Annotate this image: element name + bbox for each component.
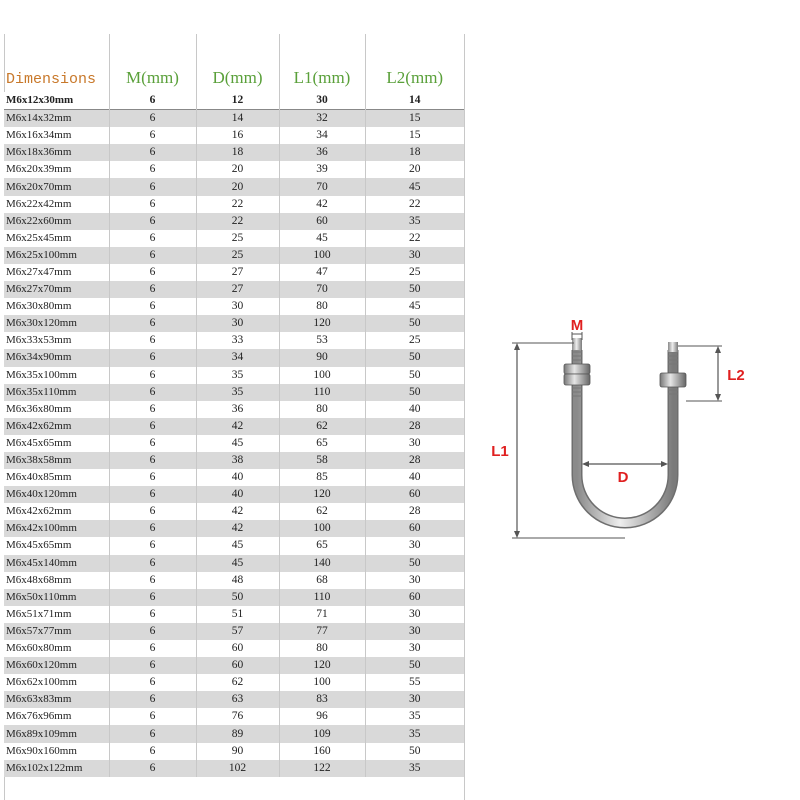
table-row xyxy=(4,657,464,674)
cell-m: 6 xyxy=(109,674,196,691)
cell-dimensions: M6x20x70mm xyxy=(4,178,109,195)
cell-d: 22 xyxy=(196,196,279,213)
cell-dimensions: M6x50x110mm xyxy=(4,589,109,606)
table-row xyxy=(4,247,464,264)
cell-dimensions: M6x89x109mm xyxy=(4,725,109,742)
cell-l2: 30 xyxy=(365,435,464,452)
cell-dimensions: M6x22x60mm xyxy=(4,213,109,230)
cell-l2: 50 xyxy=(365,349,464,366)
cell-l2: 60 xyxy=(365,486,464,503)
cell-m: 6 xyxy=(109,725,196,742)
cell-dimensions: M6x30x80mm xyxy=(4,298,109,315)
header-dimensions: Dimensions xyxy=(6,71,97,88)
table-row xyxy=(4,537,464,554)
cell-m: 6 xyxy=(109,657,196,674)
l2-dimension xyxy=(678,346,745,401)
d-dimension xyxy=(582,461,668,486)
cell-l2: 22 xyxy=(365,196,464,213)
cell-m: 6 xyxy=(109,760,196,777)
cell-dimensions: M6x35x110mm xyxy=(4,384,109,401)
cell-dimensions: M6x42x62mm xyxy=(4,503,109,520)
cell-l2: 60 xyxy=(365,520,464,537)
table-row xyxy=(4,196,464,213)
cell-dimensions: M6x63x83mm xyxy=(4,691,109,708)
cell-m: 6 xyxy=(109,418,196,435)
l1-dimension xyxy=(491,343,625,538)
cell-dimensions: M6x45x65mm xyxy=(4,537,109,554)
cell-dimensions: M6x12x30mm xyxy=(4,92,109,110)
header-l2: L2(mm) xyxy=(365,34,464,92)
cell-dimensions: M6x25x100mm xyxy=(4,247,109,264)
cell-l1: 80 xyxy=(279,401,365,418)
table-row xyxy=(4,213,464,230)
cell-l2: 40 xyxy=(365,401,464,418)
cell-m: 6 xyxy=(109,520,196,537)
cell-l1: 62 xyxy=(279,418,365,435)
cell-dimensions: M6x40x85mm xyxy=(4,469,109,486)
table-row xyxy=(4,572,464,589)
cell-l1: 120 xyxy=(279,315,365,332)
cell-d: 38 xyxy=(196,452,279,469)
cell-d: 40 xyxy=(196,486,279,503)
cell-l1: 110 xyxy=(279,589,365,606)
cell-dimensions: M6x51x71mm xyxy=(4,606,109,623)
table-row xyxy=(4,384,464,401)
cell-l2: 30 xyxy=(365,572,464,589)
cell-dimensions: M6x36x80mm xyxy=(4,401,109,418)
cell-l2: 15 xyxy=(365,127,464,144)
cell-l1: 110 xyxy=(279,384,365,401)
cell-m: 6 xyxy=(109,298,196,315)
cell-l1: 70 xyxy=(279,178,365,195)
cell-dimensions: M6x18x36mm xyxy=(4,144,109,161)
table-row xyxy=(4,589,464,606)
cell-d: 60 xyxy=(196,640,279,657)
cell-l1: 71 xyxy=(279,606,365,623)
cell-dimensions: M6x34x90mm xyxy=(4,349,109,366)
cell-l2: 60 xyxy=(365,589,464,606)
cell-m: 6 xyxy=(109,708,196,725)
cell-d: 42 xyxy=(196,418,279,435)
cell-l2: 30 xyxy=(365,691,464,708)
table-row xyxy=(4,452,464,469)
cell-dimensions: M6x25x45mm xyxy=(4,230,109,247)
cell-d: 35 xyxy=(196,384,279,401)
cell-l1: 100 xyxy=(279,247,365,264)
cell-m: 6 xyxy=(109,537,196,554)
cell-l1: 32 xyxy=(279,110,365,128)
cell-l2: 40 xyxy=(365,469,464,486)
cell-dimensions: M6x20x39mm xyxy=(4,161,109,178)
header-d: D(mm) xyxy=(196,34,279,92)
cell-m: 6 xyxy=(109,92,196,110)
cell-l1: 100 xyxy=(279,520,365,537)
cell-m: 6 xyxy=(109,349,196,366)
cell-dimensions: M6x62x100mm xyxy=(4,674,109,691)
table-row xyxy=(4,315,464,332)
cell-l1: 47 xyxy=(279,264,365,281)
cell-l2: 50 xyxy=(365,315,464,332)
cell-l2: 14 xyxy=(365,92,464,110)
cell-l2: 50 xyxy=(365,743,464,760)
cell-d: 14 xyxy=(196,110,279,128)
cell-d: 20 xyxy=(196,161,279,178)
cell-dimensions: M6x16x34mm xyxy=(4,127,109,144)
table-header-row xyxy=(4,34,464,92)
cell-d: 22 xyxy=(196,213,279,230)
cell-m: 6 xyxy=(109,144,196,161)
cell-dimensions: M6x60x120mm xyxy=(4,657,109,674)
cell-d: 76 xyxy=(196,708,279,725)
cell-l2: 22 xyxy=(365,230,464,247)
cell-dimensions: M6x76x96mm xyxy=(4,708,109,725)
cell-l2: 35 xyxy=(365,760,464,777)
cell-m: 6 xyxy=(109,486,196,503)
table-row xyxy=(4,367,464,384)
cell-l2: 28 xyxy=(365,503,464,520)
cell-m: 6 xyxy=(109,469,196,486)
cell-l2: 28 xyxy=(365,452,464,469)
cell-d: 12 xyxy=(196,92,279,110)
table-row xyxy=(4,161,464,178)
cell-dimensions: M6x42x62mm xyxy=(4,418,109,435)
table-row xyxy=(4,640,464,657)
cell-l1: 100 xyxy=(279,674,365,691)
cell-dimensions: M6x45x65mm xyxy=(4,435,109,452)
cell-m: 6 xyxy=(109,606,196,623)
cell-l2: 28 xyxy=(365,418,464,435)
cell-m: 6 xyxy=(109,332,196,349)
u-bolt-diagram xyxy=(490,310,760,560)
m-dimension xyxy=(571,317,584,340)
cell-d: 50 xyxy=(196,589,279,606)
table-row xyxy=(4,674,464,691)
cell-l1: 109 xyxy=(279,725,365,742)
cell-l1: 58 xyxy=(279,452,365,469)
cell-l1: 140 xyxy=(279,555,365,572)
cell-d: 16 xyxy=(196,127,279,144)
cell-l2: 50 xyxy=(365,657,464,674)
cell-l2: 45 xyxy=(365,178,464,195)
cell-l1: 34 xyxy=(279,127,365,144)
cell-d: 60 xyxy=(196,657,279,674)
cell-l2: 30 xyxy=(365,606,464,623)
cell-l1: 96 xyxy=(279,708,365,725)
cell-d: 45 xyxy=(196,435,279,452)
cell-dimensions: M6x30x120mm xyxy=(4,315,109,332)
cell-l1: 68 xyxy=(279,572,365,589)
cell-l1: 122 xyxy=(279,760,365,777)
cell-l2: 30 xyxy=(365,640,464,657)
table-row xyxy=(4,520,464,537)
cell-l2: 45 xyxy=(365,298,464,315)
table-row xyxy=(4,178,464,195)
table-row xyxy=(4,606,464,623)
cell-m: 6 xyxy=(109,640,196,657)
cell-dimensions: M6x102x122mm xyxy=(4,760,109,777)
d-label: D xyxy=(617,469,629,486)
cell-d: 42 xyxy=(196,503,279,520)
cell-m: 6 xyxy=(109,264,196,281)
cell-m: 6 xyxy=(109,384,196,401)
cell-d: 25 xyxy=(196,247,279,264)
cell-d: 51 xyxy=(196,606,279,623)
table-row xyxy=(4,708,464,725)
cell-d: 102 xyxy=(196,760,279,777)
cell-d: 30 xyxy=(196,315,279,332)
cell-d: 35 xyxy=(196,367,279,384)
cell-m: 6 xyxy=(109,452,196,469)
cell-d: 33 xyxy=(196,332,279,349)
right-nut xyxy=(660,373,686,387)
cell-d: 34 xyxy=(196,349,279,366)
cell-l1: 60 xyxy=(279,213,365,230)
cell-l1: 80 xyxy=(279,298,365,315)
cell-d: 42 xyxy=(196,520,279,537)
cell-d: 40 xyxy=(196,469,279,486)
cell-l2: 15 xyxy=(365,110,464,128)
table-row xyxy=(4,503,464,520)
cell-dimensions: M6x35x100mm xyxy=(4,367,109,384)
table-row xyxy=(4,760,464,777)
cell-l1: 36 xyxy=(279,144,365,161)
table-row xyxy=(4,401,464,418)
cell-m: 6 xyxy=(109,161,196,178)
cell-m: 6 xyxy=(109,213,196,230)
cell-m: 6 xyxy=(109,178,196,195)
cell-m: 6 xyxy=(109,247,196,264)
cell-l1: 30 xyxy=(279,92,365,110)
table-row xyxy=(4,469,464,486)
cell-m: 6 xyxy=(109,743,196,760)
cell-m: 6 xyxy=(109,315,196,332)
cell-l2: 25 xyxy=(365,332,464,349)
cell-l2: 50 xyxy=(365,281,464,298)
cell-l2: 25 xyxy=(365,264,464,281)
cell-d: 62 xyxy=(196,674,279,691)
cell-d: 27 xyxy=(196,281,279,298)
table-row xyxy=(4,127,464,144)
table-row xyxy=(4,92,464,110)
table-body xyxy=(4,92,464,777)
cell-m: 6 xyxy=(109,572,196,589)
cell-m: 6 xyxy=(109,110,196,128)
cell-l1: 120 xyxy=(279,486,365,503)
cell-dimensions: M6x57x77mm xyxy=(4,623,109,640)
cell-d: 89 xyxy=(196,725,279,742)
cell-l1: 62 xyxy=(279,503,365,520)
table-row xyxy=(4,623,464,640)
cell-m: 6 xyxy=(109,435,196,452)
cell-l2: 50 xyxy=(365,555,464,572)
cell-d: 90 xyxy=(196,743,279,760)
dimensions-table xyxy=(4,34,464,777)
cell-dimensions: M6x14x32mm xyxy=(4,110,109,128)
cell-d: 48 xyxy=(196,572,279,589)
table-row xyxy=(4,332,464,349)
cell-m: 6 xyxy=(109,555,196,572)
cell-l2: 18 xyxy=(365,144,464,161)
cell-l2: 35 xyxy=(365,725,464,742)
cell-l1: 85 xyxy=(279,469,365,486)
cell-m: 6 xyxy=(109,589,196,606)
header-m: M(mm) xyxy=(109,34,196,92)
cell-dimensions: M6x27x70mm xyxy=(4,281,109,298)
cell-d: 63 xyxy=(196,691,279,708)
table-row xyxy=(4,144,464,161)
cell-l1: 83 xyxy=(279,691,365,708)
table-row xyxy=(4,691,464,708)
cell-m: 6 xyxy=(109,401,196,418)
cell-l1: 100 xyxy=(279,367,365,384)
cell-m: 6 xyxy=(109,127,196,144)
left-nuts xyxy=(564,364,590,385)
cell-l2: 30 xyxy=(365,623,464,640)
cell-m: 6 xyxy=(109,691,196,708)
cell-dimensions: M6x48x68mm xyxy=(4,572,109,589)
cell-l1: 80 xyxy=(279,640,365,657)
cell-l2: 20 xyxy=(365,161,464,178)
table-row xyxy=(4,264,464,281)
table-row xyxy=(4,435,464,452)
cell-l1: 90 xyxy=(279,349,365,366)
table-row xyxy=(4,743,464,760)
table-right-border xyxy=(464,34,465,800)
cell-l2: 30 xyxy=(365,247,464,264)
cell-l1: 120 xyxy=(279,657,365,674)
cell-dimensions: M6x42x100mm xyxy=(4,520,109,537)
cell-l1: 160 xyxy=(279,743,365,760)
cell-m: 6 xyxy=(109,367,196,384)
cell-dimensions: M6x38x58mm xyxy=(4,452,109,469)
table-row xyxy=(4,349,464,366)
cell-m: 6 xyxy=(109,281,196,298)
cell-l1: 65 xyxy=(279,435,365,452)
cell-l1: 77 xyxy=(279,623,365,640)
cell-d: 30 xyxy=(196,298,279,315)
cell-m: 6 xyxy=(109,623,196,640)
table-row xyxy=(4,418,464,435)
cell-dimensions: M6x22x42mm xyxy=(4,196,109,213)
cell-d: 20 xyxy=(196,178,279,195)
cell-l1: 70 xyxy=(279,281,365,298)
table-row xyxy=(4,110,464,128)
table-row xyxy=(4,555,464,572)
cell-l2: 50 xyxy=(365,384,464,401)
cell-d: 36 xyxy=(196,401,279,418)
cell-m: 6 xyxy=(109,196,196,213)
cell-l1: 45 xyxy=(279,230,365,247)
cell-l1: 39 xyxy=(279,161,365,178)
cell-l2: 55 xyxy=(365,674,464,691)
table-row xyxy=(4,725,464,742)
cell-d: 25 xyxy=(196,230,279,247)
cell-dimensions: M6x90x160mm xyxy=(4,743,109,760)
cell-d: 27 xyxy=(196,264,279,281)
cell-l2: 30 xyxy=(365,537,464,554)
cell-dimensions: M6x60x80mm xyxy=(4,640,109,657)
cell-m: 6 xyxy=(109,503,196,520)
cell-l2: 35 xyxy=(365,213,464,230)
table-row xyxy=(4,486,464,503)
cell-dimensions: M6x33x53mm xyxy=(4,332,109,349)
cell-dimensions: M6x40x120mm xyxy=(4,486,109,503)
cell-l1: 65 xyxy=(279,537,365,554)
m-label: M xyxy=(570,317,584,334)
cell-d: 45 xyxy=(196,537,279,554)
cell-l2: 50 xyxy=(365,367,464,384)
cell-dimensions: M6x45x140mm xyxy=(4,555,109,572)
cell-dimensions: M6x27x47mm xyxy=(4,264,109,281)
cell-l2: 35 xyxy=(365,708,464,725)
table-row xyxy=(4,230,464,247)
header-l1: L1(mm) xyxy=(279,34,365,92)
l2-label: L2 xyxy=(727,367,745,384)
cell-l1: 53 xyxy=(279,332,365,349)
table-row xyxy=(4,298,464,315)
cell-m: 6 xyxy=(109,230,196,247)
table-row xyxy=(4,281,464,298)
cell-d: 45 xyxy=(196,555,279,572)
cell-d: 18 xyxy=(196,144,279,161)
cell-d: 57 xyxy=(196,623,279,640)
l1-label: L1 xyxy=(491,443,509,460)
cell-l1: 42 xyxy=(279,196,365,213)
